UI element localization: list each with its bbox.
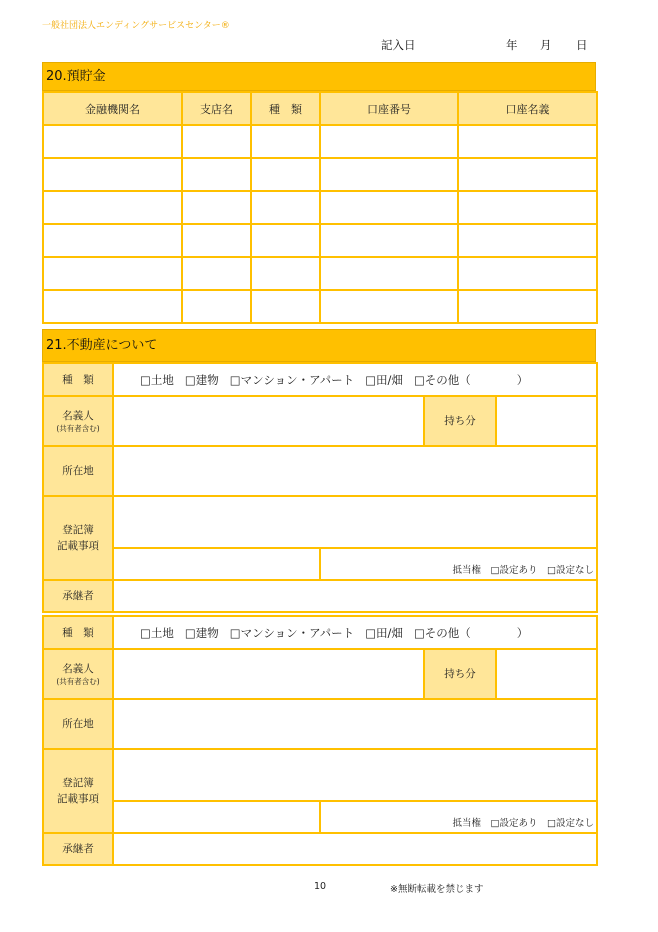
savings-header-row	[43, 92, 597, 125]
account-number-cell[interactable]	[320, 158, 458, 191]
registry-row-upper	[43, 749, 597, 801]
year-label: 年	[506, 38, 518, 52]
column-header-bank: 金融機関名	[43, 92, 182, 125]
organization-name: 一般社団法人エンディングサービスセンター®	[42, 21, 230, 31]
type-label: 種 類	[43, 363, 113, 396]
registry-subfield[interactable]	[113, 801, 320, 833]
mortgage-options[interactable]: 抵当権 □設定あり □設定なし	[320, 548, 597, 580]
successor-row	[43, 833, 597, 865]
share-field[interactable]	[496, 396, 597, 446]
account-number-cell[interactable]	[320, 257, 458, 290]
registry-row-lower	[43, 801, 597, 833]
successor-label: 承継者	[43, 833, 113, 865]
bank-cell[interactable]	[43, 191, 182, 224]
owner-field[interactable]	[113, 649, 424, 699]
registry-label-line1: 登記簿	[62, 524, 94, 536]
option-apartment-checkbox[interactable]: □マンション・アパート	[229, 625, 355, 640]
branch-cell[interactable]	[182, 257, 251, 290]
type-options	[113, 616, 597, 649]
option-land-checkbox[interactable]: □土地	[140, 372, 174, 387]
registry-row-upper	[43, 496, 597, 548]
option-farmland-checkbox[interactable]: □田/畑	[365, 372, 403, 387]
column-header-account-holder: 口座名義	[458, 92, 597, 125]
branch-cell[interactable]	[182, 191, 251, 224]
column-header-account-number: 口座番号	[320, 92, 458, 125]
option-building-checkbox[interactable]: □建物	[184, 372, 219, 387]
owner-field[interactable]	[113, 396, 424, 446]
registry-subfield[interactable]	[113, 548, 320, 580]
location-label: 所在地	[43, 699, 113, 749]
entry-date-label: 記入日	[381, 38, 416, 52]
column-header-type: 種 類	[251, 92, 320, 125]
savings-title: 20.預貯金	[42, 62, 596, 91]
property-type-row	[43, 616, 597, 649]
bank-cell[interactable]	[43, 224, 182, 257]
savings-section	[42, 62, 596, 324]
type-cell[interactable]	[251, 125, 320, 158]
branch-cell[interactable]	[182, 158, 251, 191]
bank-cell[interactable]	[43, 290, 182, 323]
type-cell[interactable]	[251, 191, 320, 224]
table-row	[43, 125, 597, 158]
type-cell[interactable]	[251, 224, 320, 257]
option-land-checkbox[interactable]: □土地	[140, 625, 174, 640]
registry-label-line2: 記載事項	[57, 540, 99, 552]
registry-row-lower	[43, 548, 597, 580]
type-label: 種 類	[43, 616, 113, 649]
type-cell[interactable]	[251, 257, 320, 290]
option-other-checkbox[interactable]: □その他（ ）	[413, 625, 529, 640]
successor-field[interactable]	[113, 833, 597, 865]
page-number: 10	[314, 881, 327, 892]
account-holder-cell[interactable]	[458, 224, 597, 257]
account-holder-cell[interactable]	[458, 290, 597, 323]
owner-label-text: 名義人	[62, 410, 94, 422]
option-other-checkbox[interactable]: □その他（ ）	[413, 372, 529, 387]
registry-field[interactable]	[113, 749, 597, 801]
column-header-branch: 支店名	[182, 92, 251, 125]
copyright-notice: ※無断転載を禁じます	[390, 884, 484, 895]
owner-label-text: 名義人	[62, 663, 94, 675]
branch-cell[interactable]	[182, 224, 251, 257]
account-number-cell[interactable]	[320, 125, 458, 158]
account-holder-cell[interactable]	[458, 191, 597, 224]
account-holder-cell[interactable]	[458, 158, 597, 191]
account-number-cell[interactable]	[320, 224, 458, 257]
share-label: 持ち分	[424, 396, 496, 446]
option-apartment-checkbox[interactable]: □マンション・アパート	[229, 372, 355, 387]
branch-cell[interactable]	[182, 125, 251, 158]
table-row	[43, 224, 597, 257]
property-type-row	[43, 363, 597, 396]
share-label: 持ち分	[424, 649, 496, 699]
account-number-cell[interactable]	[320, 290, 458, 323]
owner-row	[43, 649, 597, 699]
property-block-1	[42, 362, 598, 613]
location-field[interactable]	[113, 699, 597, 749]
real-estate-title: 21.不動産について	[42, 329, 596, 362]
successor-field[interactable]	[113, 580, 597, 612]
location-row	[43, 699, 597, 749]
share-field[interactable]	[496, 649, 597, 699]
table-row	[43, 158, 597, 191]
account-number-cell[interactable]	[320, 191, 458, 224]
location-row	[43, 446, 597, 496]
table-row	[43, 257, 597, 290]
bank-cell[interactable]	[43, 125, 182, 158]
type-cell[interactable]	[251, 290, 320, 323]
month-label: 月	[540, 38, 552, 52]
branch-cell[interactable]	[182, 290, 251, 323]
registry-label-line1: 登記簿	[62, 777, 94, 789]
bank-cell[interactable]	[43, 158, 182, 191]
owner-label	[43, 396, 113, 446]
table-row	[43, 290, 597, 323]
account-holder-cell[interactable]	[458, 257, 597, 290]
mortgage-options[interactable]: 抵当権 □設定あり □設定なし	[320, 801, 597, 833]
owner-label	[43, 649, 113, 699]
savings-table	[42, 91, 598, 324]
owner-note: (共有者含む)	[56, 677, 100, 686]
bank-cell[interactable]	[43, 257, 182, 290]
day-label: 日	[576, 38, 588, 52]
table-row	[43, 191, 597, 224]
registry-label	[43, 496, 113, 580]
successor-label: 承継者	[43, 580, 113, 612]
property-block-2	[42, 615, 598, 866]
successor-row	[43, 580, 597, 612]
registry-field[interactable]	[113, 496, 597, 548]
location-label: 所在地	[43, 446, 113, 496]
option-farmland-checkbox[interactable]: □田/畑	[365, 625, 403, 640]
registry-label-line2: 記載事項	[57, 793, 99, 805]
real-estate-section	[42, 329, 596, 866]
owner-note: (共有者含む)	[56, 424, 100, 433]
location-field[interactable]	[113, 446, 597, 496]
account-holder-cell[interactable]	[458, 125, 597, 158]
owner-row	[43, 396, 597, 446]
option-building-checkbox[interactable]: □建物	[184, 625, 219, 640]
registry-label	[43, 749, 113, 833]
type-options	[113, 363, 597, 396]
type-cell[interactable]	[251, 158, 320, 191]
